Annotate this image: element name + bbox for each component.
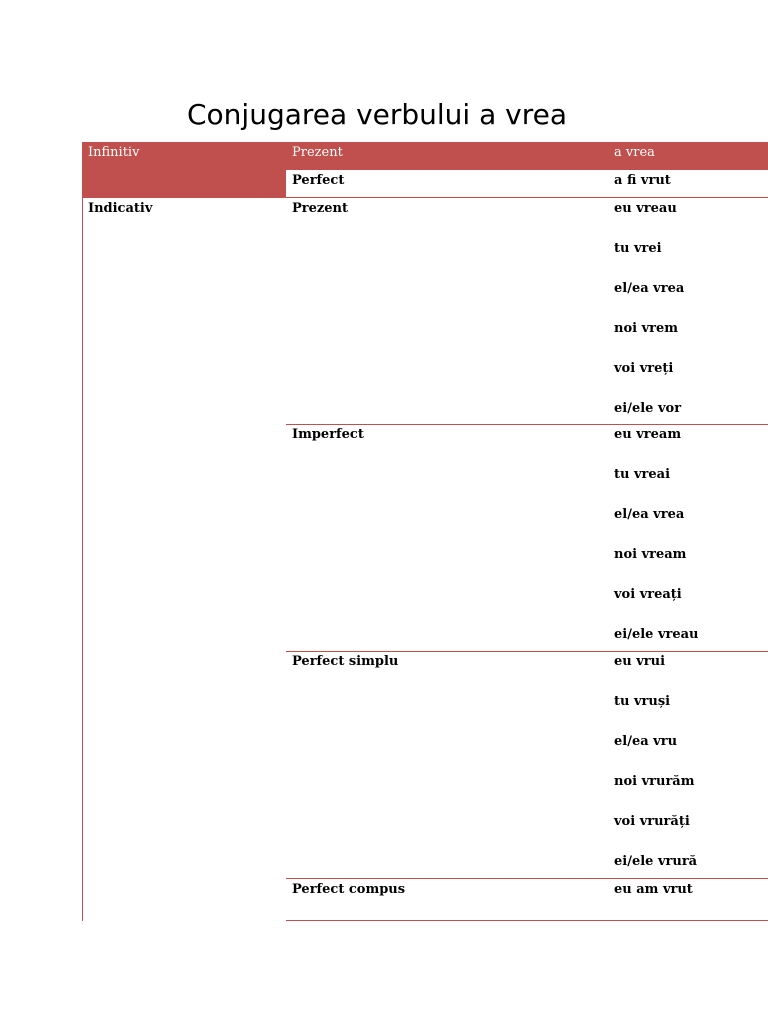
form-perfect-simplu-6: ei/ele vrură: [614, 854, 698, 869]
form-perfect-simplu-1: eu vrui: [614, 654, 666, 669]
page-title: Conjugarea verbului a vrea: [187, 98, 568, 131]
infinitiv-label-fill: [82, 170, 286, 197]
form-prezent-1: eu vreau: [614, 201, 677, 216]
tense-prezent: Prezent: [292, 201, 349, 216]
form-perfect-simplu-2: tu vruși: [614, 694, 671, 709]
form-prezent-2: tu vrei: [614, 241, 662, 256]
tense-perfect-simplu: Perfect simplu: [292, 654, 399, 669]
infinitiv-perfect-form: a fi vrut: [614, 173, 671, 188]
form-imperfect-5: voi vreați: [614, 587, 682, 602]
form-prezent-4: noi vrem: [614, 321, 679, 336]
row-divider-perfect-simplu: [286, 651, 768, 652]
form-imperfect-3: el/ea vrea: [614, 507, 685, 522]
form-perfect-simplu-5: voi vrurăți: [614, 814, 690, 829]
indicativ-label: Indicativ: [88, 201, 153, 216]
form-prezent-6: ei/ele vor: [614, 401, 682, 416]
form-imperfect-2: tu vreai: [614, 467, 671, 482]
row-divider-infinitiv: [82, 197, 768, 198]
form-perfect-simplu-4: noi vrurăm: [614, 774, 695, 789]
infinitiv-prezent-tense: Prezent: [292, 145, 343, 160]
form-prezent-5: voi vreți: [614, 361, 674, 376]
tense-perfect-compus: Perfect compus: [292, 882, 406, 897]
form-imperfect-4: noi vream: [614, 547, 687, 562]
row-divider-perfect-compus: [286, 878, 768, 879]
table-bottom-border: [286, 920, 768, 921]
infinitiv-perfect-tense: Perfect: [292, 173, 345, 188]
infinitiv-label: Infinitiv: [88, 145, 140, 160]
form-perfect-simplu-3: el/ea vru: [614, 734, 678, 749]
indicativ-left-border: [82, 197, 83, 921]
form-prezent-3: el/ea vrea: [614, 281, 685, 296]
form-imperfect-1: eu vream: [614, 427, 682, 442]
infinitiv-prezent-form: a vrea: [614, 145, 655, 160]
infinitiv-header-fill: [82, 142, 768, 170]
form-imperfect-6: ei/ele vreau: [614, 627, 699, 642]
form-perfect-compus-1: eu am vrut: [614, 882, 693, 897]
tense-imperfect: Imperfect: [292, 427, 364, 442]
row-divider-imperfect: [286, 424, 768, 425]
